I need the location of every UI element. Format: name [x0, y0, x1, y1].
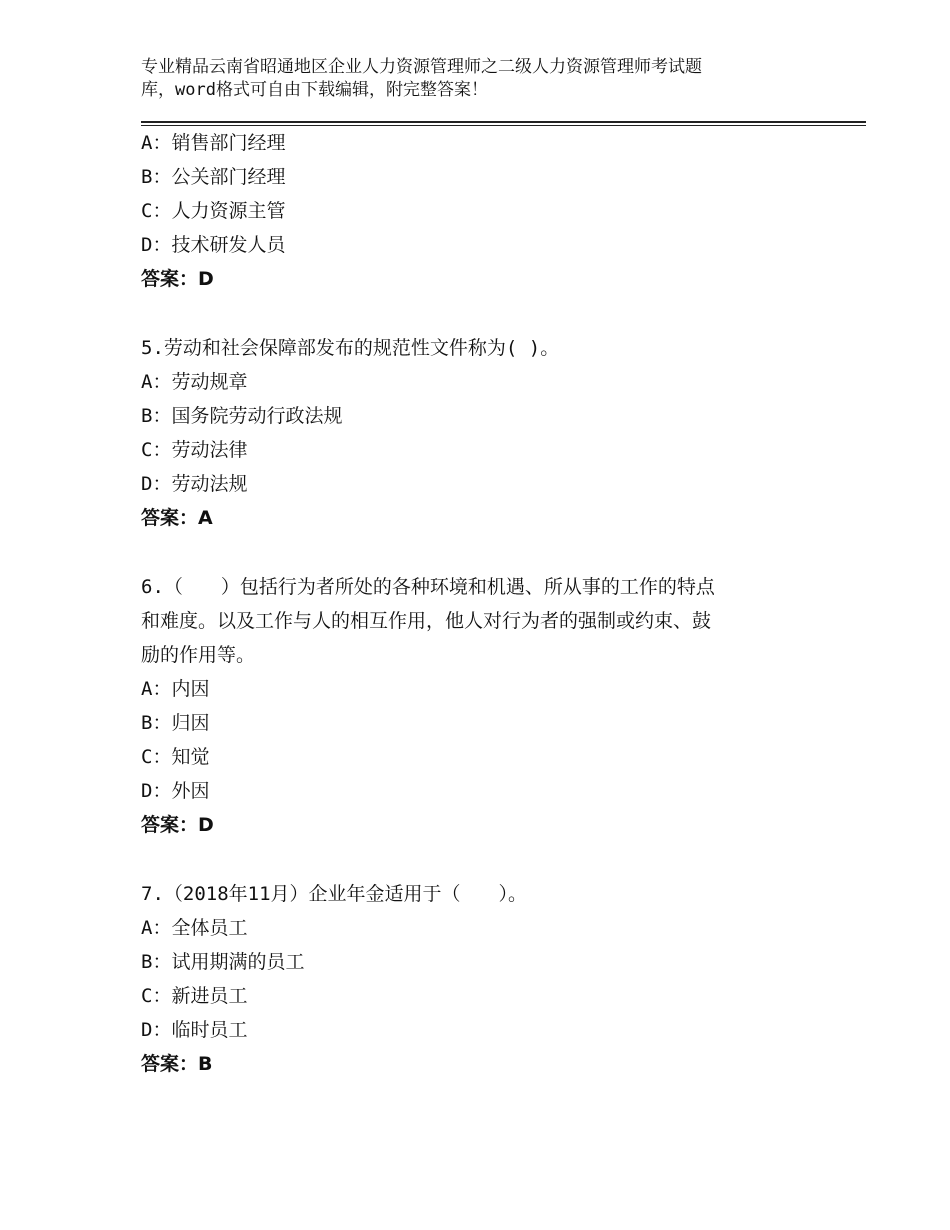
- option-a: A：全体员工: [141, 917, 248, 939]
- option-c: C：知觉: [141, 746, 210, 768]
- question-text-line-2: 和难度。以及工作与人的相互作用，他人对行为者的强制或约束、鼓: [141, 610, 712, 632]
- option-d: D：劳动法规: [141, 473, 248, 495]
- question-6: [141, 570, 841, 842]
- option-a: A：内因: [141, 678, 210, 700]
- option-b: B：归因: [141, 712, 210, 734]
- document-header: [141, 56, 781, 102]
- option-b: B：公关部门经理: [141, 166, 286, 188]
- spacer: [141, 535, 841, 570]
- question-list: [141, 126, 841, 1081]
- option-d: D：技术研发人员: [141, 234, 286, 256]
- question-text-line-3: 励的作用等。: [141, 644, 256, 666]
- question-text: 7.（2018年11月）企业年金适用于（ ）。: [141, 883, 528, 905]
- header-divider-thick: [141, 121, 866, 123]
- option-a: A：劳动规章: [141, 371, 248, 393]
- option-b: B：试用期满的员工: [141, 951, 305, 973]
- answer: 答案：D: [141, 268, 214, 290]
- question-text: 5.劳动和社会保障部发布的规范性文件称为( )。: [141, 337, 560, 359]
- option-c: C：劳动法律: [141, 439, 248, 461]
- spacer: [141, 842, 841, 877]
- header-title-line-1: 专业精品云南省昭通地区企业人力资源管理师之二级人力资源管理师考试题: [141, 57, 702, 77]
- question-4: [141, 126, 841, 296]
- option-c: C：人力资源主管: [141, 200, 286, 222]
- question-5: [141, 331, 841, 535]
- answer: 答案：B: [141, 1053, 213, 1075]
- question-7: [141, 877, 841, 1081]
- option-c: C：新进员工: [141, 985, 248, 1007]
- option-d: D：外因: [141, 780, 210, 802]
- option-b: B：国务院劳动行政法规: [141, 405, 343, 427]
- answer: 答案：A: [141, 507, 213, 529]
- answer: 答案：D: [141, 814, 214, 836]
- spacer: [141, 296, 841, 331]
- option-a: A：销售部门经理: [141, 132, 286, 154]
- header-title-line-2: 库，word格式可自由下载编辑，附完整答案！: [141, 80, 488, 100]
- question-text-line-1: 6.（ ）包括行为者所处的各种环境和机遇、所从事的工作的特点: [141, 576, 715, 598]
- option-d: D：临时员工: [141, 1019, 248, 1041]
